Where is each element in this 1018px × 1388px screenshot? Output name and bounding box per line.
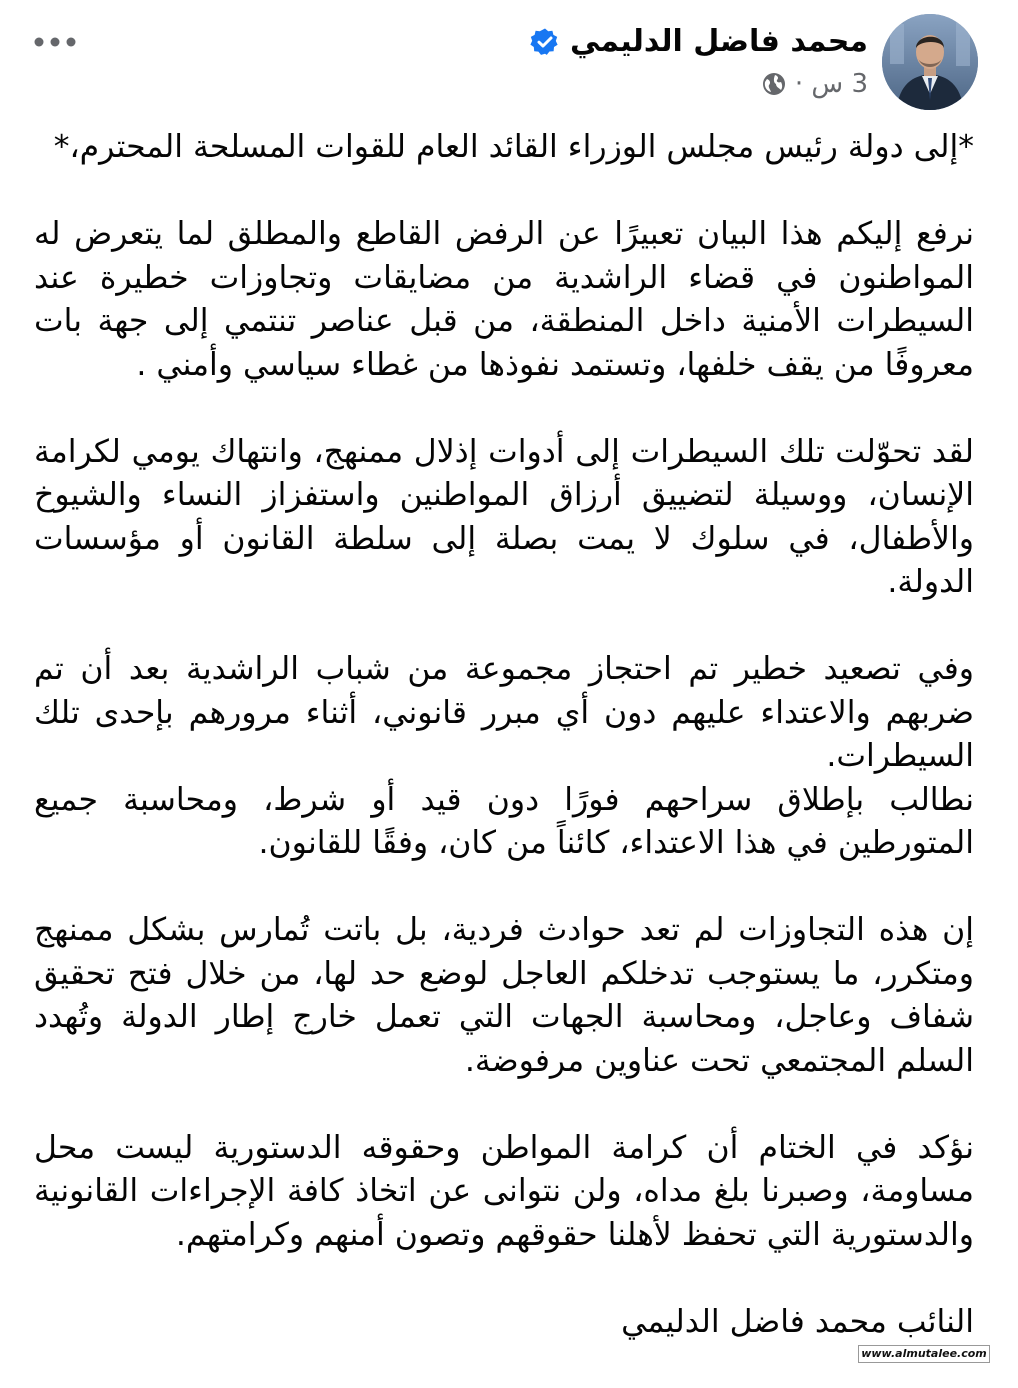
post-meta [530, 69, 868, 99]
author-block [530, 24, 868, 99]
post-time[interactable]: 3 س · [794, 69, 868, 99]
verified-badge-icon [530, 27, 560, 57]
paragraph-4: إن هذه التجاوزات لم تعد حوادث فردية، بل باتت تُمارس بشكل ممنهج ومتكرر، ما يستوجب تدخلكم العاجل لوضع حد لها، من خلال فتح تحقيق شفاف وعاجل، ومحاسبة الجهات التي تعمل خارج إطار الدولة وتُهدد السلم المجتمعي تحت عناوين مرفوضة. [34, 912, 974, 1079]
author-name[interactable]: محمد فاضل الدليمي [569, 24, 868, 59]
paragraph-1: نرفع إليكم هذا البيان تعبيرًا عن الرفض القاطع والمطلق لما يتعرض له المواطنون في قضاء الراشدية من مضايقات وتجاوزات خطيرة عند السيطرات الأمنية داخل المنطقة، من قبل عناصر تنتمي إلى جهة بات معروفًا من يقف خلفها، وتستمد نفوذها من غطاء سياسي وأمني . [34, 216, 974, 383]
paragraph-2: لقد تحوّلت تلك السيطرات إلى أدوات إذلال ممنهج، وانتهاك يومي لكرامة الإنسان، ووسيلة لتضييق أرزاق المواطنين واستفزاز النساء والشيوخ والأطفال، في سلوك لا يمت بصلة إلى سلطة القانون أو مؤسسات الدولة. [34, 433, 974, 600]
more-options-icon [33, 36, 77, 48]
paragraph-3b: نطالب بإطلاق سراحهم فورًا دون قيد أو شرط، ومحاسبة جميع المتورطين في هذا الاعتداء، كائناً من كان، وفقًا للقانون. [34, 781, 974, 861]
paragraph-3a: وفي تصعيد خطير تم احتجاز مجموعة من شباب الراشدية بعد أن تم ضربهم والاعتداء عليهم دون أي مبرر قانوني، أثناء مرورهم بإحدى تلك السيطرات. [34, 651, 974, 774]
avatar[interactable] [882, 14, 978, 110]
post-text [34, 126, 974, 1388]
post-header [30, 14, 978, 114]
signature: النائب محمد فاضل الدليمي [621, 1303, 974, 1340]
globe-icon[interactable] [761, 71, 787, 97]
site-watermark: www.almutalee.com [858, 1345, 990, 1363]
more-options-button[interactable] [30, 22, 80, 62]
paragraph-5: نؤكد في الختام أن كرامة المواطن وحقوقه الدستورية ليست محل مساومة، وصبرنا بلغ مداه، ولن نتوانى عن اتخاذ كافة الإجراءات القانونية والدستورية التي تحفظ لأهلنا حقوقهم وتصون أمنهم وكرامتهم. [34, 1129, 974, 1253]
post-title: *إلى دولة رئيس مجلس الوزراء القائد العام للقوات المسلحة المحترم،* [53, 129, 974, 165]
avatar-photo-icon [882, 14, 978, 110]
author-line [530, 24, 868, 59]
